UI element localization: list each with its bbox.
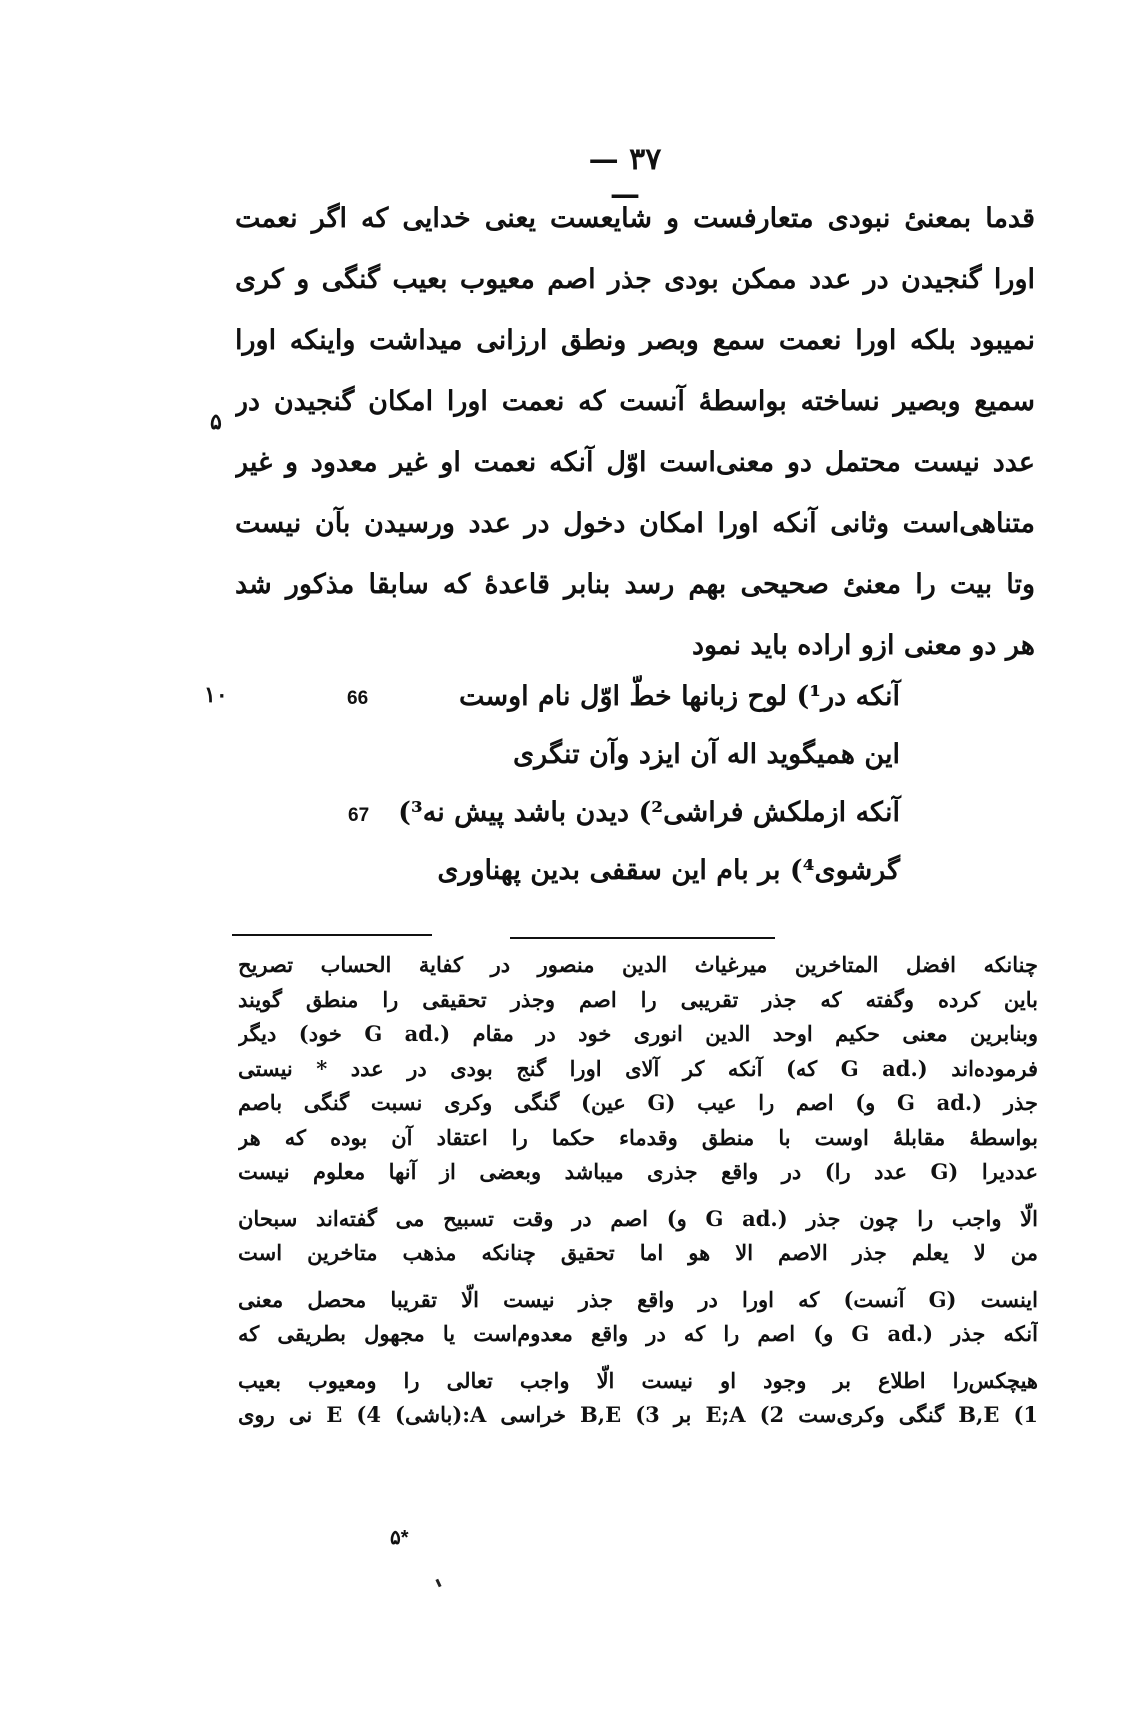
footnote-line: اینست (G آنست) که اورا در واقع جذر نیست الّا تقریبا محصل معنی xyxy=(238,1286,1038,1312)
footnotes-block xyxy=(238,948,1038,1433)
body-line: هر دو معنی ازو اراده باید نمود xyxy=(691,630,1035,661)
footnote-line: باین کرده وگفته که جذر تقریبی را اصم وجذر تحقیقی را منطق گویند xyxy=(238,986,1038,1012)
body-line: متناهی‌است وثانی آنکه اورا امکان دخول در عدد ورسیدن بآن نیست xyxy=(235,508,1035,539)
verse-block xyxy=(380,668,900,900)
body-line: سمیع وبصیر نساخته بواسطهٔ آنست که نعمت اورا امکان گنجیدن در xyxy=(235,386,1035,417)
signature-mark: ۵* xyxy=(390,1527,409,1549)
main-text-block xyxy=(235,188,1035,676)
footnote-line: بواسطهٔ مقابلهٔ اوست با منطق وقدماء حکما را اعتقاد آن بوده که هر xyxy=(238,1124,1038,1150)
footnote-line: هیچکس‌را اطلاع بر وجود او نیست الّا واجب تعالی را ومعیوب بعیب xyxy=(238,1367,1038,1393)
variant-readings-line: B,E (1 گنگی وکری‌ست E;A (2 بر B,E (3 خراسی A:(باشی) E (4 نی روی xyxy=(238,1402,1038,1427)
footnote-line: الّا واجب را چون جذر (.G ad و) اصم در وقت تسبیح می گفته‌اند سبحان xyxy=(238,1205,1038,1231)
footnote-line: عددیرا (G عدد را) در واقع جذری میباشد وبعضی از آنها معلوم نیست xyxy=(238,1159,1038,1184)
verse-number: 67 xyxy=(348,805,370,826)
print-speck xyxy=(435,1579,441,1588)
verse-line: این همیگوید اله آن ایزد وآن تنگری xyxy=(513,739,900,770)
body-line: قدما بمعنیٔ نبودی متعارفست و شایعست یعنی خدایی که اگر نعمت xyxy=(235,203,1035,234)
line-marker-10: ۱۰ xyxy=(204,682,228,707)
body-line: وتا بیت را معنیٔ صحیحی بهم رسد بنابر قاعدهٔ که سابقا مذکور شد xyxy=(235,569,1035,600)
footnote-line: فرموده‌اند (.G ad که) آنکه کر آلای اورا گنج بودی در عدد * نیستی xyxy=(238,1055,1038,1081)
footnote-line: چنانکه افضل المتاخرین میرغیاث الدین منصور در کفایة الحساب تصریح xyxy=(238,952,1038,977)
verse-number: 66 xyxy=(347,688,369,709)
body-line: اورا گنجیدن در عدد ممکن بودی جذر اصم معیوب بعیب گنگی و کری xyxy=(235,264,1035,295)
footnote-line: من لا یعلم جذر الاصم الا هو اما تحقیق چنانکه مذهب متاخرین است xyxy=(238,1240,1038,1265)
verse-line: گرشوی⁴) بر بام این سقفی بدین پهناوری xyxy=(437,855,900,886)
body-line: عدد نیست محتمل دو معنی‌است اوّل آنکه نعمت او غیر معدود و غیر xyxy=(235,447,1035,478)
footnote-rule xyxy=(510,937,775,939)
footnote-rule xyxy=(232,934,432,936)
footnote-line: وبنابرین معنی حکیم اوحد الدین انوری خود در مقام (.G ad خود) دیگر xyxy=(238,1021,1038,1046)
verse-line: آنکه در¹) لوح زبانها خطّ اوّل نام اوست xyxy=(458,681,900,712)
body-line: نمیبود بلکه اورا نعمت سمع وبصر ونطق ارزانی میداشت واینکه اورا xyxy=(235,325,1035,356)
footnote-line: جذر (.G ad و) اصم را عیب (G عین) گنگی وکری نسبت گنگی باصم xyxy=(238,1090,1038,1115)
footnote-line: آنکه جذر (.G ad و) اصم را که در واقع معدوم‌است یا مجهول بطریقی که xyxy=(238,1321,1038,1346)
verse-line: آنکه ازملکش فراشی²) دیدن باشد پیش نه³) xyxy=(398,797,900,828)
page-number: — ۳۷ — xyxy=(588,142,662,212)
line-marker-5: ۵ xyxy=(210,409,222,434)
